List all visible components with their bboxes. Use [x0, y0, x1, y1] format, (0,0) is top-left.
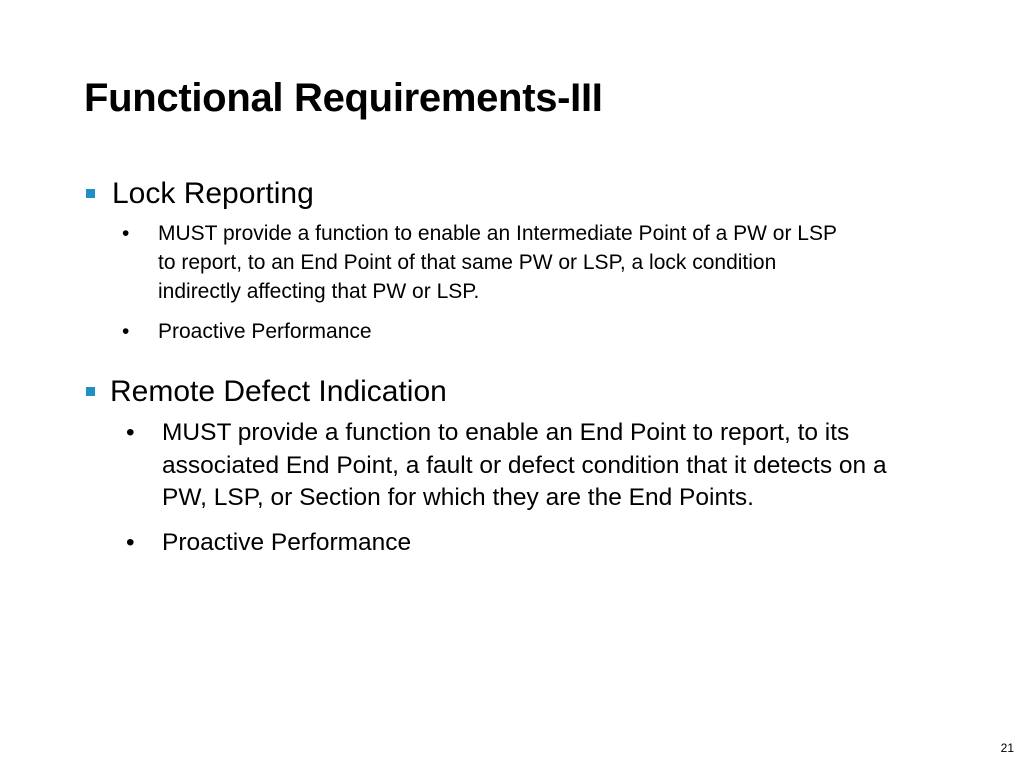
slide-title: Functional Requirements-III — [84, 76, 603, 120]
list-item — [84, 219, 858, 306]
section-heading-text: Remote Defect Indication — [110, 375, 447, 408]
section-heading-text: Lock Reporting — [112, 177, 314, 210]
bullet-dot-icon: • — [126, 419, 135, 446]
list-item — [84, 317, 964, 346]
section-remote-defect-indication — [84, 375, 964, 559]
section-heading — [84, 177, 964, 211]
list-item-text: MUST provide a function to enable an End Point to report, to its associated End Point, a fault or defect condition that it detects on a PW, LSP, or Section for which they are the End Points. — [162, 419, 887, 511]
list-item — [84, 527, 964, 560]
section-heading — [84, 375, 964, 409]
bullet-dot-icon: • — [122, 222, 130, 245]
section-lock-reporting — [84, 177, 964, 346]
list-item — [84, 417, 932, 515]
bullet-dot-icon: • — [122, 320, 130, 343]
square-bullet-icon — [86, 387, 95, 396]
list-item-text: Proactive Performance — [162, 528, 412, 556]
square-bullet-icon — [86, 189, 95, 198]
list-item-text: Proactive Performance — [158, 320, 372, 343]
page-number: 21 — [1000, 741, 1014, 755]
list-item-text: MUST provide a function to enable an Intermediate Point of a PW or LSP to report, to an End Point of that same PW or LSP, a lock condition indirectly affecting that PW or LSP. — [158, 222, 837, 303]
bullet-dot-icon: • — [126, 528, 135, 556]
